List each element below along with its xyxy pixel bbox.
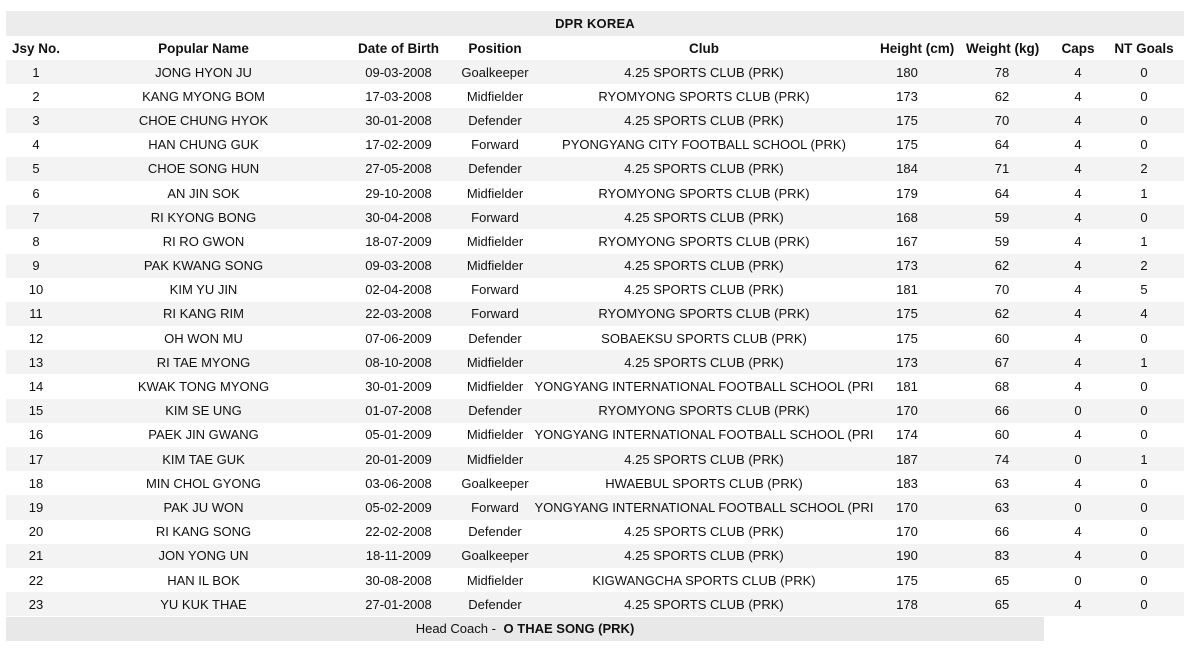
player-name-cell: AN JIN SOK <box>66 181 341 205</box>
club-cell <box>534 278 874 302</box>
weight-cell: 83 <box>966 544 1052 568</box>
club-text: 4.25 SPORTS CLUB (PRK) <box>624 209 784 225</box>
weight-cell: 66 <box>966 399 1052 423</box>
nt-goals-cell: 0 <box>1104 568 1184 592</box>
table-row <box>6 84 1184 108</box>
caps-cell: 4 <box>1052 181 1104 205</box>
club-text: SOBAEKSU SPORTS CLUB (PRK) <box>601 330 807 346</box>
club-text: KIGWANGCHA SPORTS CLUB (PRK) <box>592 572 816 588</box>
jersey-number-cell: 18 <box>6 471 66 495</box>
table-row <box>6 181 1184 205</box>
caps-cell: 0 <box>1052 568 1104 592</box>
column-header-name: Popular Name <box>158 40 249 56</box>
nt-goals-cell: 0 <box>1104 495 1184 519</box>
position-cell: Defender <box>456 592 534 616</box>
position-cell: Midfielder <box>456 568 534 592</box>
caps-cell: 4 <box>1052 544 1104 568</box>
date-of-birth-cell: 09-03-2008 <box>341 60 456 84</box>
player-name-cell: OH WON MU <box>66 326 341 350</box>
position-cell: Midfielder <box>456 447 534 471</box>
club-cell <box>534 157 874 181</box>
club-text: YONGYANG INTERNATIONAL FOOTBALL SCHOOL (PRI <box>534 499 874 515</box>
caps-cell: 4 <box>1052 350 1104 374</box>
club-text: RYOMYONG SPORTS CLUB (PRK) <box>598 306 810 322</box>
position-cell: Midfielder <box>456 181 534 205</box>
nt-goals-cell: 0 <box>1104 399 1184 423</box>
player-name-cell: RI KANG RIM <box>66 302 341 326</box>
column-header-jersey: Jsy No. <box>11 40 61 56</box>
club-text: 4.25 SPORTS CLUB (PRK) <box>624 258 784 274</box>
height-cell: 178 <box>874 592 966 616</box>
jersey-number-cell: 12 <box>6 326 66 350</box>
club-cell <box>534 471 874 495</box>
nt-goals-cell: 0 <box>1104 592 1184 616</box>
jersey-number-cell: 6 <box>6 181 66 205</box>
weight-cell: 70 <box>966 108 1052 132</box>
table-row <box>6 544 1184 568</box>
caps-cell: 4 <box>1052 374 1104 398</box>
table-row <box>6 592 1184 616</box>
height-cell: 173 <box>874 84 966 108</box>
club-text: PYONGYANG CITY FOOTBALL SCHOOL (PRK) <box>562 137 846 153</box>
jersey-number-cell: 19 <box>6 495 66 519</box>
club-text: 4.25 SPORTS CLUB (PRK) <box>624 112 784 128</box>
table-row <box>6 326 1184 350</box>
date-of-birth-cell: 17-03-2008 <box>341 84 456 108</box>
weight-cell: 70 <box>966 278 1052 302</box>
table-row <box>6 108 1184 132</box>
player-name-cell: RI KYONG BONG <box>66 205 341 229</box>
jersey-number-cell: 9 <box>6 254 66 278</box>
weight-cell: 65 <box>966 592 1052 616</box>
height-cell: 180 <box>874 60 966 84</box>
date-of-birth-cell: 30-01-2008 <box>341 108 456 132</box>
date-of-birth-cell: 09-03-2008 <box>341 254 456 278</box>
player-name-cell: RI RO GWON <box>66 229 341 253</box>
table-row <box>6 374 1184 398</box>
nt-goals-cell: 0 <box>1104 326 1184 350</box>
player-name-cell: RI KANG SONG <box>66 520 341 544</box>
player-name-cell: KIM TAE GUK <box>66 447 341 471</box>
table-row <box>6 302 1184 326</box>
club-text: RYOMYONG SPORTS CLUB (PRK) <box>598 88 810 104</box>
position-cell: Goalkeeper <box>456 471 534 495</box>
date-of-birth-cell: 29-10-2008 <box>341 181 456 205</box>
nt-goals-cell: 0 <box>1104 374 1184 398</box>
height-cell: 175 <box>874 108 966 132</box>
head-coach-name: O THAE SONG (PRK) <box>503 621 635 637</box>
height-cell: 187 <box>874 447 966 471</box>
height-cell: 183 <box>874 471 966 495</box>
weight-cell: 60 <box>966 326 1052 350</box>
club-cell <box>534 374 874 398</box>
position-cell: Forward <box>456 495 534 519</box>
jersey-number-cell: 15 <box>6 399 66 423</box>
squad-table <box>6 36 1184 616</box>
column-header-weight: Weight (kg) <box>966 40 1040 56</box>
table-row <box>6 495 1184 519</box>
column-header-position: Position <box>468 40 522 56</box>
club-text: 4.25 SPORTS CLUB (PRK) <box>624 161 784 177</box>
table-row <box>6 278 1184 302</box>
table-header-row <box>6 36 1184 60</box>
nt-goals-cell: 0 <box>1104 471 1184 495</box>
jersey-number-cell: 4 <box>6 133 66 157</box>
date-of-birth-cell: 17-02-2009 <box>341 133 456 157</box>
caps-cell: 0 <box>1052 447 1104 471</box>
club-text: RYOMYONG SPORTS CLUB (PRK) <box>598 403 810 419</box>
nt-goals-cell: 0 <box>1104 108 1184 132</box>
nt-goals-cell: 1 <box>1104 229 1184 253</box>
club-cell <box>534 399 874 423</box>
height-cell: 190 <box>874 544 966 568</box>
position-cell: Midfielder <box>456 84 534 108</box>
nt-goals-cell: 0 <box>1104 520 1184 544</box>
club-text: RYOMYONG SPORTS CLUB (PRK) <box>598 185 810 201</box>
nt-goals-cell: 0 <box>1104 544 1184 568</box>
player-name-cell: PAK JU WON <box>66 495 341 519</box>
position-cell: Forward <box>456 205 534 229</box>
weight-cell: 62 <box>966 302 1052 326</box>
club-text: YONGYANG INTERNATIONAL FOOTBALL SCHOOL (PRI <box>534 379 874 395</box>
date-of-birth-cell: 27-05-2008 <box>341 157 456 181</box>
date-of-birth-cell: 01-07-2008 <box>341 399 456 423</box>
nt-goals-cell: 4 <box>1104 302 1184 326</box>
weight-cell: 65 <box>966 568 1052 592</box>
jersey-number-cell: 17 <box>6 447 66 471</box>
nt-goals-cell: 0 <box>1104 84 1184 108</box>
position-cell: Midfielder <box>456 254 534 278</box>
date-of-birth-cell: 08-10-2008 <box>341 350 456 374</box>
nt-goals-cell: 2 <box>1104 157 1184 181</box>
caps-cell: 4 <box>1052 592 1104 616</box>
nt-goals-cell: 2 <box>1104 254 1184 278</box>
caps-cell: 4 <box>1052 423 1104 447</box>
caps-cell: 4 <box>1052 60 1104 84</box>
column-header-club: Club <box>689 40 719 56</box>
club-cell <box>534 181 874 205</box>
height-cell: 173 <box>874 254 966 278</box>
weight-cell: 63 <box>966 495 1052 519</box>
player-name-cell: JONG HYON JU <box>66 60 341 84</box>
nt-goals-cell: 1 <box>1104 181 1184 205</box>
table-row <box>6 157 1184 181</box>
nt-goals-cell: 1 <box>1104 447 1184 471</box>
head-coach-bar <box>6 617 1044 641</box>
caps-cell: 4 <box>1052 108 1104 132</box>
club-cell <box>534 568 874 592</box>
club-cell <box>534 350 874 374</box>
height-cell: 184 <box>874 157 966 181</box>
jersey-number-cell: 14 <box>6 374 66 398</box>
table-row <box>6 254 1184 278</box>
weight-cell: 67 <box>966 350 1052 374</box>
jersey-number-cell: 3 <box>6 108 66 132</box>
table-row <box>6 447 1184 471</box>
club-cell <box>534 423 874 447</box>
position-cell: Defender <box>456 326 534 350</box>
club-cell <box>534 108 874 132</box>
jersey-number-cell: 21 <box>6 544 66 568</box>
table-row <box>6 471 1184 495</box>
date-of-birth-cell: 18-07-2009 <box>341 229 456 253</box>
position-cell: Goalkeeper <box>456 544 534 568</box>
nt-goals-cell: 0 <box>1104 60 1184 84</box>
date-of-birth-cell: 30-04-2008 <box>341 205 456 229</box>
club-cell <box>534 302 874 326</box>
height-cell: 170 <box>874 520 966 544</box>
nt-goals-cell: 0 <box>1104 133 1184 157</box>
club-cell <box>534 254 874 278</box>
weight-cell: 66 <box>966 520 1052 544</box>
club-cell <box>534 544 874 568</box>
caps-cell: 4 <box>1052 520 1104 544</box>
date-of-birth-cell: 22-03-2008 <box>341 302 456 326</box>
date-of-birth-cell: 07-06-2009 <box>341 326 456 350</box>
height-cell: 170 <box>874 399 966 423</box>
weight-cell: 71 <box>966 157 1052 181</box>
date-of-birth-cell: 20-01-2009 <box>341 447 456 471</box>
height-cell: 175 <box>874 302 966 326</box>
height-cell: 175 <box>874 326 966 350</box>
jersey-number-cell: 7 <box>6 205 66 229</box>
club-cell <box>534 205 874 229</box>
table-row <box>6 399 1184 423</box>
column-header-goals: NT Goals <box>1114 40 1174 56</box>
date-of-birth-cell: 03-06-2008 <box>341 471 456 495</box>
height-cell: 175 <box>874 568 966 592</box>
club-cell <box>534 326 874 350</box>
jersey-number-cell: 10 <box>6 278 66 302</box>
jersey-number-cell: 5 <box>6 157 66 181</box>
caps-cell: 4 <box>1052 229 1104 253</box>
jersey-number-cell: 20 <box>6 520 66 544</box>
table-row <box>6 229 1184 253</box>
team-title: DPR KOREA <box>6 11 1184 36</box>
player-name-cell: CHOE CHUNG HYOK <box>66 108 341 132</box>
club-cell <box>534 592 874 616</box>
date-of-birth-cell: 05-02-2009 <box>341 495 456 519</box>
jersey-number-cell: 2 <box>6 84 66 108</box>
weight-cell: 59 <box>966 229 1052 253</box>
weight-cell: 59 <box>966 205 1052 229</box>
height-cell: 173 <box>874 350 966 374</box>
caps-cell: 4 <box>1052 254 1104 278</box>
date-of-birth-cell: 22-02-2008 <box>341 520 456 544</box>
club-text: 4.25 SPORTS CLUB (PRK) <box>624 548 784 564</box>
position-cell: Forward <box>456 302 534 326</box>
height-cell: 174 <box>874 423 966 447</box>
club-cell <box>534 520 874 544</box>
jersey-number-cell: 16 <box>6 423 66 447</box>
height-cell: 175 <box>874 133 966 157</box>
caps-cell: 4 <box>1052 133 1104 157</box>
position-cell: Midfielder <box>456 423 534 447</box>
player-name-cell: HAN IL BOK <box>66 568 341 592</box>
player-name-cell: KANG MYONG BOM <box>66 84 341 108</box>
player-name-cell: CHOE SONG HUN <box>66 157 341 181</box>
weight-cell: 74 <box>966 447 1052 471</box>
player-name-cell: KIM YU JIN <box>66 278 341 302</box>
weight-cell: 63 <box>966 471 1052 495</box>
weight-cell: 62 <box>966 254 1052 278</box>
caps-cell: 0 <box>1052 399 1104 423</box>
nt-goals-cell: 5 <box>1104 278 1184 302</box>
player-name-cell: KIM SE UNG <box>66 399 341 423</box>
club-text: 4.25 SPORTS CLUB (PRK) <box>624 354 784 370</box>
player-name-cell: RI TAE MYONG <box>66 350 341 374</box>
table-row <box>6 205 1184 229</box>
date-of-birth-cell: 30-01-2009 <box>341 374 456 398</box>
jersey-number-cell: 23 <box>6 592 66 616</box>
date-of-birth-cell: 05-01-2009 <box>341 423 456 447</box>
player-name-cell: KWAK TONG MYONG <box>66 374 341 398</box>
player-name-cell: PAK KWANG SONG <box>66 254 341 278</box>
position-cell: Midfielder <box>456 350 534 374</box>
squad-list-sheet <box>6 11 1184 641</box>
player-name-cell: MIN CHOL GYONG <box>66 471 341 495</box>
table-row <box>6 60 1184 84</box>
club-text: 4.25 SPORTS CLUB (PRK) <box>624 596 784 612</box>
caps-cell: 4 <box>1052 302 1104 326</box>
table-row <box>6 423 1184 447</box>
head-coach-label: Head Coach - <box>415 621 496 637</box>
height-cell: 181 <box>874 278 966 302</box>
jersey-number-cell: 1 <box>6 60 66 84</box>
club-text: YONGYANG INTERNATIONAL FOOTBALL SCHOOL (PRI <box>534 427 874 443</box>
squad-table-body <box>6 60 1184 616</box>
column-header-height: Height (cm) <box>880 40 955 56</box>
club-cell <box>534 495 874 519</box>
position-cell: Forward <box>456 278 534 302</box>
club-cell <box>534 133 874 157</box>
weight-cell: 60 <box>966 423 1052 447</box>
height-cell: 181 <box>874 374 966 398</box>
player-name-cell: JON YONG UN <box>66 544 341 568</box>
club-cell <box>534 229 874 253</box>
table-row <box>6 350 1184 374</box>
club-text: 4.25 SPORTS CLUB (PRK) <box>624 524 784 540</box>
club-text: 4.25 SPORTS CLUB (PRK) <box>624 64 784 80</box>
position-cell: Midfielder <box>456 229 534 253</box>
player-name-cell: PAEK JIN GWANG <box>66 423 341 447</box>
club-text: HWAEBUL SPORTS CLUB (PRK) <box>605 475 803 491</box>
height-cell: 167 <box>874 229 966 253</box>
position-cell: Forward <box>456 133 534 157</box>
position-cell: Goalkeeper <box>456 60 534 84</box>
date-of-birth-cell: 30-08-2008 <box>341 568 456 592</box>
club-text: RYOMYONG SPORTS CLUB (PRK) <box>598 233 810 249</box>
jersey-number-cell: 13 <box>6 350 66 374</box>
height-cell: 179 <box>874 181 966 205</box>
club-cell <box>534 84 874 108</box>
table-row <box>6 568 1184 592</box>
column-header-caps: Caps <box>1061 40 1095 56</box>
weight-cell: 64 <box>966 181 1052 205</box>
caps-cell: 0 <box>1052 495 1104 519</box>
player-name-cell: YU KUK THAE <box>66 592 341 616</box>
nt-goals-cell: 0 <box>1104 423 1184 447</box>
weight-cell: 62 <box>966 84 1052 108</box>
weight-cell: 64 <box>966 133 1052 157</box>
position-cell: Defender <box>456 399 534 423</box>
nt-goals-cell: 0 <box>1104 205 1184 229</box>
caps-cell: 4 <box>1052 205 1104 229</box>
caps-cell: 4 <box>1052 157 1104 181</box>
position-cell: Midfielder <box>456 374 534 398</box>
date-of-birth-cell: 18-11-2009 <box>341 544 456 568</box>
position-cell: Defender <box>456 108 534 132</box>
column-header-dob: Date of Birth <box>358 40 439 56</box>
club-text: 4.25 SPORTS CLUB (PRK) <box>624 451 784 467</box>
nt-goals-cell: 1 <box>1104 350 1184 374</box>
table-row <box>6 520 1184 544</box>
club-cell <box>534 447 874 471</box>
date-of-birth-cell: 27-01-2008 <box>341 592 456 616</box>
position-cell: Defender <box>456 157 534 181</box>
player-name-cell: HAN CHUNG GUK <box>66 133 341 157</box>
caps-cell: 4 <box>1052 471 1104 495</box>
weight-cell: 68 <box>966 374 1052 398</box>
jersey-number-cell: 22 <box>6 568 66 592</box>
club-cell <box>534 60 874 84</box>
caps-cell: 4 <box>1052 326 1104 350</box>
height-cell: 170 <box>874 495 966 519</box>
club-text: 4.25 SPORTS CLUB (PRK) <box>624 282 784 298</box>
height-cell: 168 <box>874 205 966 229</box>
jersey-number-cell: 8 <box>6 229 66 253</box>
position-cell: Defender <box>456 520 534 544</box>
date-of-birth-cell: 02-04-2008 <box>341 278 456 302</box>
caps-cell: 4 <box>1052 278 1104 302</box>
jersey-number-cell: 11 <box>6 302 66 326</box>
caps-cell: 4 <box>1052 84 1104 108</box>
weight-cell: 78 <box>966 60 1052 84</box>
table-row <box>6 133 1184 157</box>
